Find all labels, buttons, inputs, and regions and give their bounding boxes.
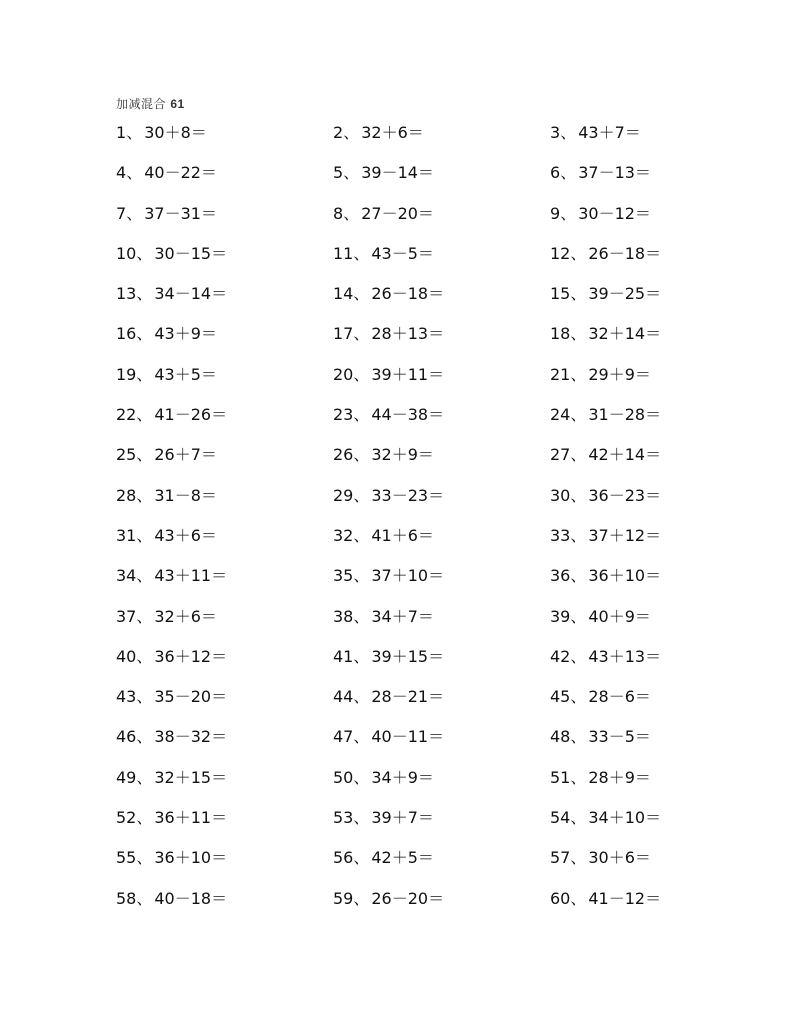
problem-item bbox=[550, 726, 716, 766]
problem-item bbox=[116, 606, 333, 646]
problem-number: 33 bbox=[550, 525, 571, 545]
problem-number: 37 bbox=[116, 606, 137, 626]
problem-separator: 、 bbox=[126, 163, 143, 183]
problem-expression: 27－20＝ bbox=[361, 203, 434, 223]
problem-item bbox=[333, 646, 550, 686]
problem-separator: 、 bbox=[570, 687, 587, 707]
problem-expression: 37＋12＝ bbox=[588, 525, 662, 545]
problem-expression: 36＋10＝ bbox=[154, 848, 228, 868]
problem-separator: 、 bbox=[353, 284, 370, 304]
problem-separator: 、 bbox=[570, 848, 587, 868]
problem-separator: 、 bbox=[136, 687, 153, 707]
problem-separator: 、 bbox=[136, 324, 153, 344]
problem-expression: 28＋13＝ bbox=[371, 324, 445, 344]
problem-number: 47 bbox=[333, 727, 354, 747]
problem-item bbox=[333, 122, 550, 162]
problem-item bbox=[550, 606, 716, 646]
problem-expression: 41＋6＝ bbox=[371, 525, 434, 545]
problem-item bbox=[333, 364, 550, 404]
problem-expression: 42＋5＝ bbox=[371, 848, 434, 868]
problem-number: 24 bbox=[550, 405, 571, 425]
problem-expression: 40＋9＝ bbox=[588, 606, 651, 626]
problem-expression: 38－32＝ bbox=[154, 727, 228, 747]
problem-expression: 43＋6＝ bbox=[154, 525, 217, 545]
problem-number: 20 bbox=[333, 364, 354, 384]
problem-item bbox=[550, 323, 716, 363]
problem-number: 51 bbox=[550, 767, 571, 787]
problem-item bbox=[550, 162, 716, 202]
problem-expression: 40－11＝ bbox=[371, 727, 445, 747]
problem-separator: 、 bbox=[353, 324, 370, 344]
problem-separator: 、 bbox=[560, 203, 577, 223]
problem-expression: 28－6＝ bbox=[588, 687, 651, 707]
problem-number: 43 bbox=[116, 687, 137, 707]
problem-separator: 、 bbox=[136, 888, 153, 908]
problem-separator: 、 bbox=[136, 808, 153, 828]
problem-item bbox=[333, 726, 550, 766]
problem-expression: 37－31＝ bbox=[144, 203, 217, 223]
problem-expression: 37＋10＝ bbox=[371, 566, 445, 586]
problem-item bbox=[333, 525, 550, 565]
problem-item bbox=[116, 565, 333, 605]
problem-separator: 、 bbox=[353, 767, 370, 787]
problem-number: 59 bbox=[333, 888, 354, 908]
problem-number: 55 bbox=[116, 848, 137, 868]
problem-separator: 、 bbox=[570, 284, 587, 304]
problem-expression: 26－18＝ bbox=[371, 284, 445, 304]
problem-separator: 、 bbox=[136, 646, 153, 666]
problem-expression: 34＋7＝ bbox=[371, 606, 434, 626]
problem-number: 15 bbox=[550, 284, 571, 304]
problem-item bbox=[116, 767, 333, 807]
problem-item bbox=[333, 686, 550, 726]
problem-number: 57 bbox=[550, 848, 571, 868]
problem-number: 39 bbox=[550, 606, 571, 626]
problem-number: 12 bbox=[550, 243, 571, 263]
problem-separator: 、 bbox=[560, 163, 577, 183]
problem-separator: 、 bbox=[353, 808, 370, 828]
problem-expression: 40－18＝ bbox=[154, 888, 228, 908]
problem-number: 25 bbox=[116, 445, 137, 465]
problem-separator: 、 bbox=[570, 606, 587, 626]
problem-number: 23 bbox=[333, 405, 354, 425]
problem-separator: 、 bbox=[136, 364, 153, 384]
problem-expression: 42＋14＝ bbox=[588, 445, 662, 465]
problem-number: 1 bbox=[116, 123, 127, 142]
problem-number: 49 bbox=[116, 767, 137, 787]
problem-expression: 30－15＝ bbox=[154, 243, 228, 263]
problem-expression: 44－38＝ bbox=[371, 405, 445, 425]
problem-number: 31 bbox=[116, 525, 137, 545]
problem-item bbox=[550, 847, 716, 887]
problem-number: 10 bbox=[116, 243, 137, 263]
problem-number: 35 bbox=[333, 566, 354, 586]
problem-separator: 、 bbox=[353, 646, 370, 666]
problem-item bbox=[116, 162, 333, 202]
problem-separator: 、 bbox=[570, 808, 587, 828]
problem-item bbox=[116, 364, 333, 404]
problem-expression: 28＋9＝ bbox=[588, 767, 651, 787]
problem-number: 34 bbox=[116, 566, 137, 586]
problem-separator: 、 bbox=[353, 445, 370, 465]
problem-number: 19 bbox=[116, 364, 137, 384]
problem-number: 27 bbox=[550, 445, 571, 465]
problem-expression: 43＋13＝ bbox=[588, 646, 662, 666]
title-label: 加减混合 bbox=[116, 97, 167, 111]
problem-item bbox=[333, 807, 550, 847]
problem-separator: 、 bbox=[136, 606, 153, 626]
problem-item bbox=[550, 767, 716, 807]
problem-number: 40 bbox=[116, 646, 137, 666]
problem-number: 32 bbox=[333, 525, 354, 545]
problem-separator: 、 bbox=[353, 727, 370, 747]
problem-separator: 、 bbox=[136, 405, 153, 425]
problem-expression: 32＋15＝ bbox=[154, 767, 228, 787]
problem-expression: 40－22＝ bbox=[144, 163, 217, 183]
problem-separator: 、 bbox=[136, 243, 153, 263]
problem-expression: 32＋6＝ bbox=[154, 606, 217, 626]
problem-number: 7 bbox=[116, 203, 127, 223]
problem-expression: 32＋6＝ bbox=[361, 123, 424, 142]
problem-number: 52 bbox=[116, 808, 137, 828]
problem-expression: 36＋10＝ bbox=[588, 566, 662, 586]
problem-item bbox=[550, 404, 716, 444]
problem-item bbox=[550, 565, 716, 605]
problem-separator: 、 bbox=[343, 203, 360, 223]
problem-expression: 36＋12＝ bbox=[154, 646, 228, 666]
problem-expression: 33－5＝ bbox=[588, 727, 651, 747]
problem-item bbox=[550, 283, 716, 323]
problem-item bbox=[550, 203, 716, 243]
problem-expression: 36－23＝ bbox=[588, 485, 662, 505]
problem-expression: 34－14＝ bbox=[154, 284, 228, 304]
problem-number: 41 bbox=[333, 646, 354, 666]
problem-expression: 43＋11＝ bbox=[154, 566, 228, 586]
problem-expression: 41－12＝ bbox=[588, 888, 662, 908]
problem-item bbox=[333, 767, 550, 807]
problem-number: 22 bbox=[116, 405, 137, 425]
problem-separator: 、 bbox=[353, 888, 370, 908]
problem-number: 28 bbox=[116, 485, 137, 505]
problem-number: 11 bbox=[333, 243, 354, 263]
problem-item bbox=[333, 203, 550, 243]
problem-item bbox=[116, 444, 333, 484]
problem-separator: 、 bbox=[343, 163, 360, 183]
problem-item bbox=[333, 847, 550, 887]
problem-item bbox=[116, 888, 333, 928]
problem-separator: 、 bbox=[570, 727, 587, 747]
problem-item bbox=[116, 243, 333, 283]
problem-separator: 、 bbox=[570, 405, 587, 425]
problem-item bbox=[333, 444, 550, 484]
problem-number: 21 bbox=[550, 364, 571, 384]
problem-expression: 26－18＝ bbox=[588, 243, 662, 263]
problem-item bbox=[550, 525, 716, 565]
problem-item bbox=[116, 646, 333, 686]
problem-number: 26 bbox=[333, 445, 354, 465]
problem-number: 14 bbox=[333, 284, 354, 304]
problem-expression: 33－23＝ bbox=[371, 485, 445, 505]
problem-expression: 39－25＝ bbox=[588, 284, 662, 304]
problem-separator: 、 bbox=[570, 324, 587, 344]
problem-separator: 、 bbox=[353, 405, 370, 425]
problem-expression: 36＋11＝ bbox=[154, 808, 228, 828]
problem-separator: 、 bbox=[353, 525, 370, 545]
problem-expression: 31－8＝ bbox=[154, 485, 217, 505]
problem-item bbox=[550, 485, 716, 525]
problem-item bbox=[116, 525, 333, 565]
problem-number: 29 bbox=[333, 485, 354, 505]
problem-expression: 37－13＝ bbox=[578, 163, 651, 183]
problem-expression: 34＋10＝ bbox=[588, 808, 662, 828]
problem-separator: 、 bbox=[353, 566, 370, 586]
problem-item bbox=[116, 847, 333, 887]
worksheet-title bbox=[116, 95, 185, 112]
problem-separator: 、 bbox=[570, 566, 587, 586]
problem-separator: 、 bbox=[136, 525, 153, 545]
problem-number: 4 bbox=[116, 163, 127, 183]
problem-grid bbox=[116, 122, 716, 928]
problem-expression: 39＋15＝ bbox=[371, 646, 445, 666]
problem-separator: 、 bbox=[353, 606, 370, 626]
problem-number: 48 bbox=[550, 727, 571, 747]
problem-item bbox=[550, 444, 716, 484]
problem-expression: 32＋9＝ bbox=[371, 445, 434, 465]
problem-item bbox=[116, 404, 333, 444]
problem-expression: 32＋14＝ bbox=[588, 324, 662, 344]
problem-item bbox=[333, 888, 550, 928]
problem-expression: 29＋9＝ bbox=[588, 364, 651, 384]
problem-separator: 、 bbox=[136, 727, 153, 747]
problem-separator: 、 bbox=[126, 123, 143, 142]
problem-item bbox=[333, 485, 550, 525]
problem-item bbox=[116, 485, 333, 525]
problem-separator: 、 bbox=[353, 243, 370, 263]
problem-item bbox=[116, 203, 333, 243]
problem-number: 9 bbox=[550, 203, 561, 223]
problem-separator: 、 bbox=[136, 566, 153, 586]
problem-separator: 、 bbox=[343, 123, 360, 142]
problem-item bbox=[333, 243, 550, 283]
problem-separator: 、 bbox=[570, 364, 587, 384]
problem-number: 38 bbox=[333, 606, 354, 626]
problem-item bbox=[550, 364, 716, 404]
problem-number: 60 bbox=[550, 888, 571, 908]
problem-number: 13 bbox=[116, 284, 137, 304]
problem-expression: 30－12＝ bbox=[578, 203, 651, 223]
problem-expression: 39－14＝ bbox=[361, 163, 434, 183]
problem-expression: 43＋5＝ bbox=[154, 364, 217, 384]
problem-separator: 、 bbox=[570, 243, 587, 263]
problem-separator: 、 bbox=[353, 848, 370, 868]
problem-expression: 39＋7＝ bbox=[371, 808, 434, 828]
problem-separator: 、 bbox=[570, 888, 587, 908]
problem-item bbox=[550, 888, 716, 928]
problem-number: 53 bbox=[333, 808, 354, 828]
problem-separator: 、 bbox=[126, 203, 143, 223]
problem-separator: 、 bbox=[136, 848, 153, 868]
problem-number: 8 bbox=[333, 203, 344, 223]
problem-number: 42 bbox=[550, 646, 571, 666]
problem-expression: 41－26＝ bbox=[154, 405, 228, 425]
problem-number: 16 bbox=[116, 324, 137, 344]
problem-item bbox=[550, 243, 716, 283]
problem-item bbox=[333, 323, 550, 363]
problem-expression: 30＋8＝ bbox=[144, 123, 207, 142]
problem-separator: 、 bbox=[136, 284, 153, 304]
problem-item bbox=[333, 565, 550, 605]
problem-item bbox=[333, 404, 550, 444]
problem-separator: 、 bbox=[570, 445, 587, 465]
problem-expression: 43＋9＝ bbox=[154, 324, 217, 344]
problem-number: 17 bbox=[333, 324, 354, 344]
problem-item bbox=[116, 807, 333, 847]
problem-item bbox=[116, 726, 333, 766]
problem-separator: 、 bbox=[570, 646, 587, 666]
problem-expression: 43－5＝ bbox=[371, 243, 434, 263]
problem-number: 2 bbox=[333, 123, 344, 142]
problem-item bbox=[116, 686, 333, 726]
problem-number: 58 bbox=[116, 888, 137, 908]
problem-separator: 、 bbox=[570, 485, 587, 505]
problem-number: 36 bbox=[550, 566, 571, 586]
problem-item bbox=[333, 606, 550, 646]
problem-separator: 、 bbox=[136, 485, 153, 505]
problem-item bbox=[550, 807, 716, 847]
problem-expression: 43＋7＝ bbox=[578, 123, 641, 142]
problem-expression: 30＋6＝ bbox=[588, 848, 651, 868]
problem-number: 6 bbox=[550, 163, 561, 183]
problem-number: 30 bbox=[550, 485, 571, 505]
problem-expression: 39＋11＝ bbox=[371, 364, 445, 384]
problem-number: 56 bbox=[333, 848, 354, 868]
problem-expression: 28－21＝ bbox=[371, 687, 445, 707]
problem-expression: 31－28＝ bbox=[588, 405, 662, 425]
problem-number: 54 bbox=[550, 808, 571, 828]
problem-item bbox=[333, 162, 550, 202]
problem-separator: 、 bbox=[136, 767, 153, 787]
problem-item bbox=[116, 122, 333, 162]
problem-expression: 35－20＝ bbox=[154, 687, 228, 707]
problem-number: 44 bbox=[333, 687, 354, 707]
problem-separator: 、 bbox=[353, 485, 370, 505]
problem-item bbox=[550, 646, 716, 686]
problem-item bbox=[550, 122, 716, 162]
problem-item bbox=[116, 323, 333, 363]
problem-number: 45 bbox=[550, 687, 571, 707]
problem-separator: 、 bbox=[136, 445, 153, 465]
problem-expression: 26－20＝ bbox=[371, 888, 445, 908]
problem-number: 3 bbox=[550, 123, 561, 142]
problem-item bbox=[550, 686, 716, 726]
problem-item bbox=[333, 283, 550, 323]
title-number: 61 bbox=[170, 97, 185, 111]
problem-separator: 、 bbox=[570, 767, 587, 787]
problem-separator: 、 bbox=[560, 123, 577, 142]
problem-number: 50 bbox=[333, 767, 354, 787]
problem-number: 18 bbox=[550, 324, 571, 344]
problem-separator: 、 bbox=[353, 687, 370, 707]
problem-expression: 26＋7＝ bbox=[154, 445, 217, 465]
problem-separator: 、 bbox=[353, 364, 370, 384]
problem-item bbox=[116, 283, 333, 323]
problem-expression: 34＋9＝ bbox=[371, 767, 434, 787]
problem-number: 46 bbox=[116, 727, 137, 747]
problem-separator: 、 bbox=[570, 525, 587, 545]
problem-number: 5 bbox=[333, 163, 344, 183]
